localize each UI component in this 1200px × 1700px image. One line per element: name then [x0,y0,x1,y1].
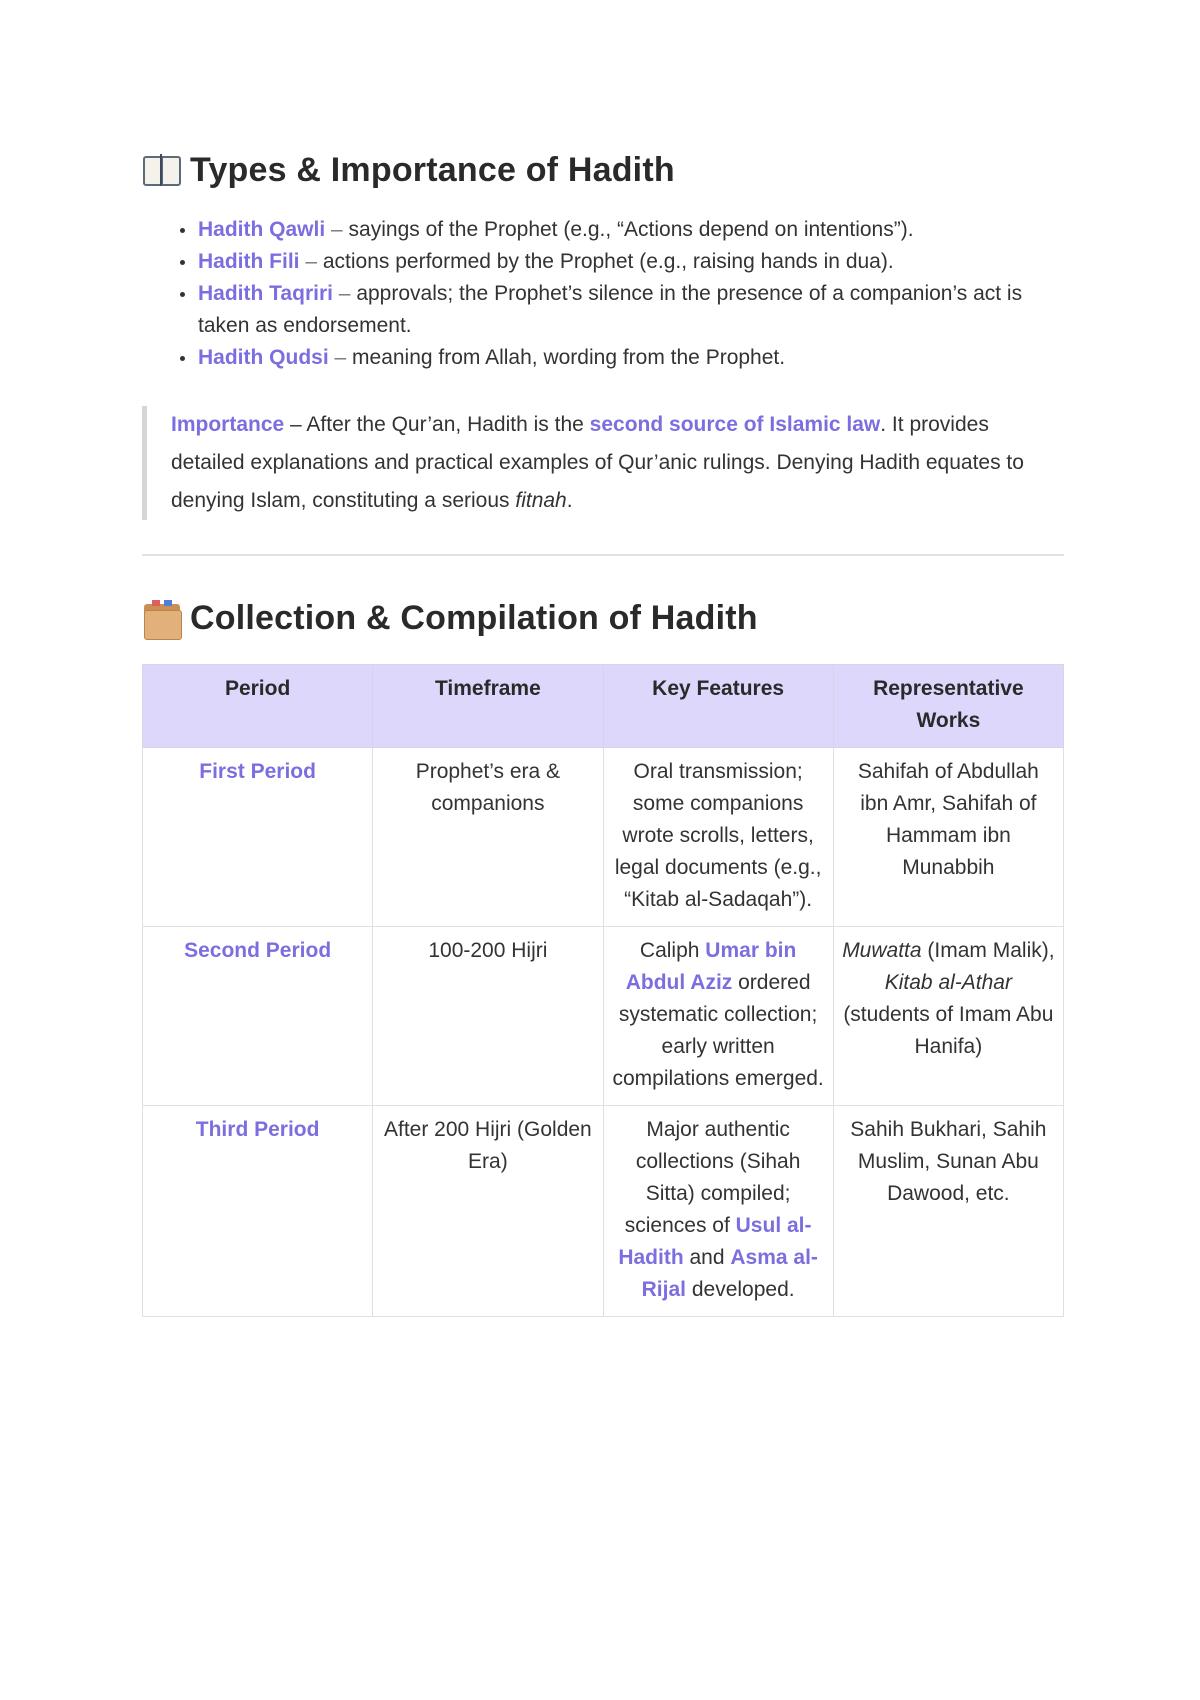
divider [142,554,1064,556]
works-cell: Sahifah of Abdullah ibn Amr, Sahifah of Hammam ibn Munabbih [833,748,1063,927]
works-cell: Muwatta (Imam Malik), Kitab al-Athar (students of Imam Abu Hanifa) [833,927,1063,1106]
table-row [143,927,1064,1106]
list-item: Hadith Qawli – sayings of the Prophet (e.g., “Actions depend on intentions”). [198,214,1064,246]
section-heading-collection [142,598,1064,638]
list-item: Hadith Qudsi – meaning from Allah, wording from the Prophet. [198,342,1064,374]
section-heading-types [142,150,1064,190]
importance-label: Importance [171,413,285,436]
hadith-types-list [142,214,1064,374]
term: Hadith Qawli [198,218,326,241]
table-row [143,1106,1064,1317]
importance-quote: Importance – After the Qur’an, Hadith is the second source of Islamic law. It provides detailed explanations and practical examples of Qur’anic rulings. Denying Hadith equates to denying Islam, constituting a serious fitnah. [142,406,1064,520]
term: Hadith Fili [198,250,300,273]
timeframe-cell: After 200 Hijri (Golden Era) [373,1106,603,1317]
term: Hadith Qudsi [198,346,329,369]
column-header: Key Features [603,665,833,748]
definition: actions performed by the Prophet (e.g., raising hands in dua). [322,250,894,273]
open-book-icon [142,150,180,190]
features-cell: Oral transmission; some companions wrote scrolls, letters, legal documents (e.g., “Kitab al-Sadaqah”). [603,748,833,927]
section-title: Types & Importance of Hadith [190,150,675,189]
table-header-row [143,665,1064,748]
period-cell: Second Period [143,927,373,1106]
definition: meaning from Allah, wording from the Prophet. [352,346,786,369]
works-cell: Sahih Bukhari, Sahih Muslim, Sunan Abu Dawood, etc. [833,1106,1063,1317]
features-cell: Major authentic collections (Sihah Sitta) compiled; sciences of Usul al-Hadith and Asma al-Rijal developed. [603,1106,833,1317]
compilation-table [142,664,1064,1317]
definition: approvals; the Prophet’s silence in the presence of a companion’s act is taken as endorsement. [198,282,1023,337]
list-item: Hadith Fili – actions performed by the Prophet (e.g., raising hands in dua). [198,246,1064,278]
highlight-text: second source of Islamic law [589,413,881,436]
table-row [143,748,1064,927]
column-header: Representative Works [833,665,1063,748]
list-item: Hadith Taqriri – approvals; the Prophet’s silence in the presence of a companion’s act is taken as endorsement. [198,278,1064,342]
content [142,150,1064,1317]
timeframe-cell: Prophet’s era & companions [373,748,603,927]
section-title: Collection & Compilation of Hadith [190,598,758,637]
card-file-box-icon [142,598,180,638]
term: Hadith Taqriri [198,282,333,305]
period-cell: Third Period [143,1106,373,1317]
column-header: Period [143,665,373,748]
period-cell: First Period [143,748,373,927]
features-cell: Caliph Umar bin Abdul Aziz ordered systematic collection; early written compilations emerged. [603,927,833,1106]
column-header: Timeframe [373,665,603,748]
timeframe-cell: 100-200 Hijri [373,927,603,1106]
definition: sayings of the Prophet (e.g., “Actions depend on intentions”). [348,218,914,241]
